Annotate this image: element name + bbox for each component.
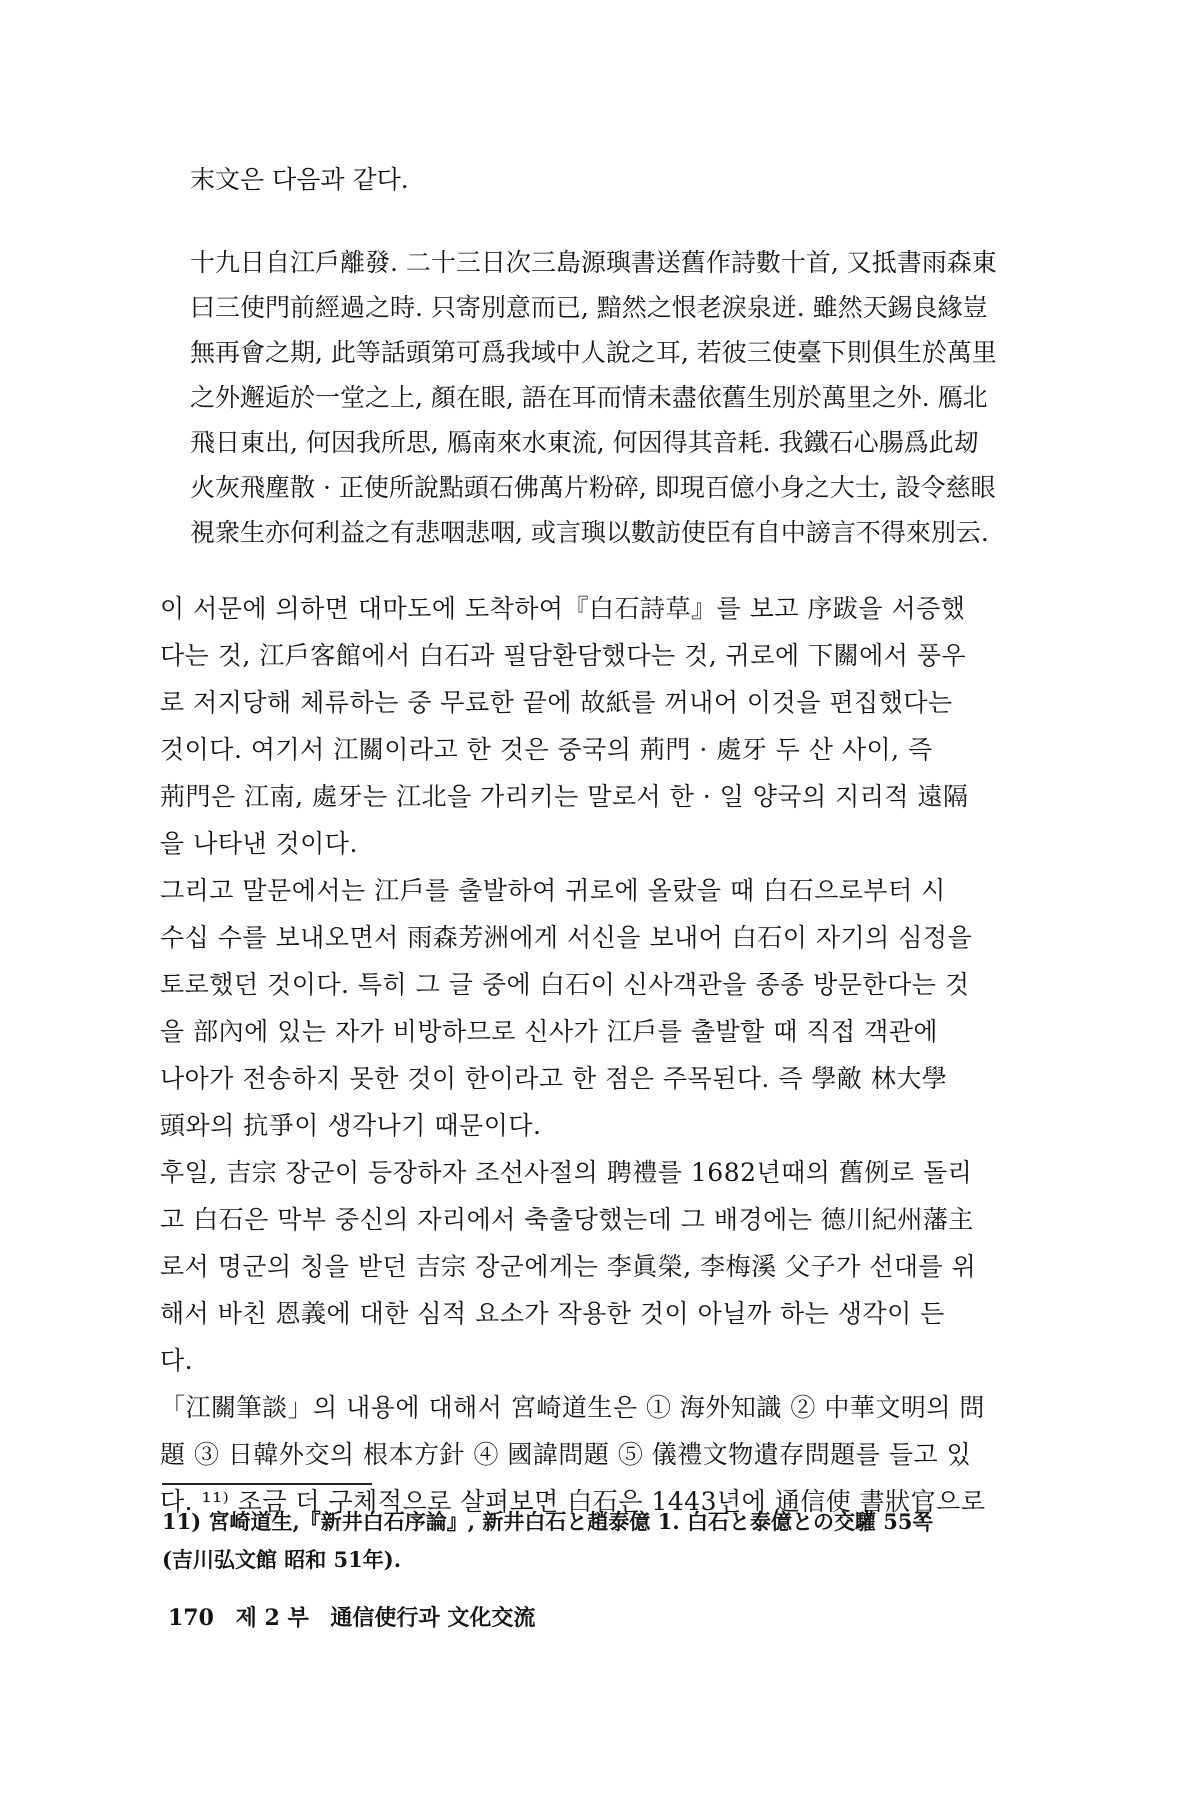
quote-line: 十九日自江戶離發. 二十三日次三島源璵書送舊作詩數十首, 又抵書雨森東 — [190, 248, 997, 277]
quote-line: 無再會之期, 此等話頭第可爲我域中人說之耳, 若彼三使臺下則俱生於萬里 — [190, 338, 997, 367]
body-line: 수십 수를 보내오면서 雨森芳洲에게 서신을 보내어 白石이 자기의 심정을 — [160, 923, 973, 952]
quote-line: 曰三使門前經過之時. 只寄別意而已, 黯然之恨老淚泉迸. 雖然天錫良緣豈 — [190, 293, 988, 322]
quote-line: 之外邂逅於一堂之上, 顏在眼, 語在耳而情未盡依舊生別於萬里之外. 鴈北 — [190, 383, 988, 412]
body-line: 이 서문에 의하면 대마도에 도착하여『白石詩草』를 보고 序跋을 서증했 — [160, 594, 966, 623]
body-line: 「江關筆談」의 내용에 대해서 宮崎道生은 ① 海外知識 ② 中華文明의 問 — [160, 1393, 985, 1422]
quote-line: 火灰飛塵散 · 正使所說點頭石佛萬片粉碎, 即現百億小身之大士, 設令慈眼 — [190, 473, 996, 502]
footnote-line: (吉川弘文館 昭和 51年). — [162, 1547, 402, 1572]
body-line: 후일, 吉宗 장군이 등장하자 조선사절의 聘禮를 1682년때의 舊例로 돌리 — [160, 1158, 973, 1187]
footnote-divider — [162, 1483, 372, 1485]
quote-line: 視衆生亦何利益之有悲咽悲咽, 或言璵以數訪使臣有自中謗言不得來別云. — [190, 518, 989, 547]
page-footer — [168, 1603, 549, 1633]
body-line: 다는 것, 江戶客館에서 白石과 필담환담했다는 것, 귀로에 下關에서 풍우 — [160, 641, 967, 670]
body-line: 다. ¹¹⁾ 조금 더 구체적으로 살펴보면 白石은 1443년에 通信使 書狀官으로 — [160, 1487, 986, 1516]
body-line: 다. — [160, 1346, 194, 1375]
footnote — [162, 1503, 1102, 1579]
body-line: 그리고 말문에서는 江戶를 출발하여 귀로에 올랐을 때 白石으로부터 시 — [160, 876, 946, 905]
body-line: 頭와의 抗爭이 생각나기 때문이다. — [160, 1111, 542, 1140]
quoted-passage — [190, 240, 1090, 555]
body-line: 나아가 전송하지 못한 것이 한이라고 한 점은 주목된다. 즉 學敵 林大學 — [160, 1064, 948, 1093]
body-line: 고 白石은 막부 중신의 자리에서 축출당했는데 그 배경에는 德川紀州藩主 — [160, 1205, 974, 1234]
page-number: 170 — [168, 1605, 214, 1631]
body-line: 을 나타낸 것이다. — [160, 829, 358, 858]
body-line: 토로했던 것이다. 특히 그 글 중에 白石이 신사객관을 종종 방문한다는 것 — [160, 970, 970, 999]
body-line: 題 ③ 日韓外交의 根本方針 ④ 國諱問題 ⑤ 儀禮文物遺存問題를 들고 있 — [160, 1440, 972, 1469]
quote-line: 飛日東出, 何因我所思, 鴈南來水東流, 何因得其音耗. 我鐵石心腸爲此刼 — [190, 428, 979, 457]
body-line: 로 저지당해 체류하는 중 무료한 끝에 故紙를 꺼내어 이것을 편집했다는 — [160, 688, 953, 717]
body-line: 것이다. 여기서 江關이라고 한 것은 중국의 荊門 · 處牙 두 산 사이, 즉 — [160, 735, 933, 764]
part-label: 제 2 부 — [235, 1605, 309, 1631]
body-line: 해서 바친 恩義에 대한 심적 요소가 작용한 것이 아닐까 하는 생각이 든 — [160, 1299, 945, 1328]
body-line: 로서 명군의 칭을 받던 吉宗 장군에게는 李眞榮, 李梅溪 父子가 선대를 위 — [160, 1252, 977, 1281]
body-line: 荊門은 江南, 處牙는 江北을 가리키는 말로서 한 · 일 양국의 지리적 遠隔 — [160, 782, 969, 811]
body-line: 을 部內에 있는 자가 비방하므로 신사가 江戶를 출발할 때 직접 객관에 — [160, 1017, 939, 1046]
intro-sentence: 末文은 다음과 같다. — [190, 165, 409, 194]
footnote-line: 11) 宮崎道生,『新井白石序論』, 新井白石と趙泰億 1. 白石と泰億との交驩 55쪽 — [162, 1509, 933, 1534]
body-text — [160, 585, 1095, 1525]
part-title: 通信使行과 文化交流 — [330, 1605, 536, 1631]
